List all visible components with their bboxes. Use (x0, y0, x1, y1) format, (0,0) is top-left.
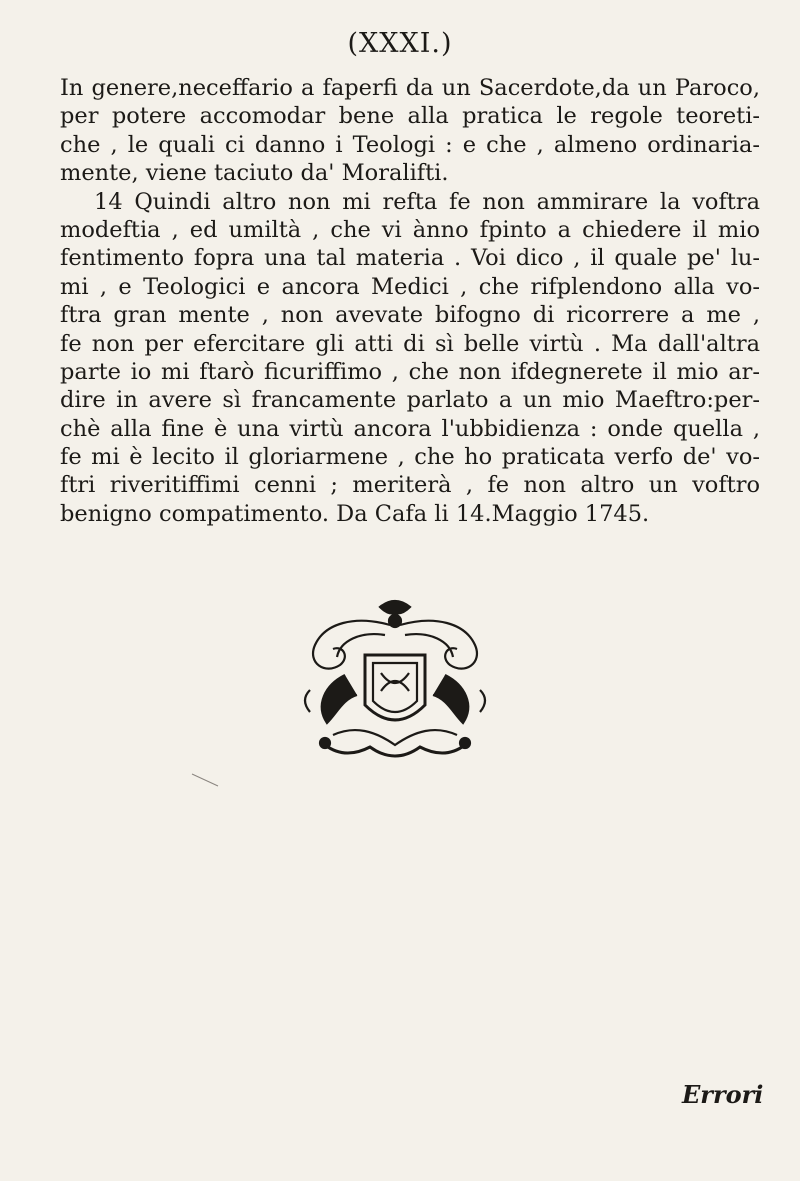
text-line: parte io mi ftarò ficuriffimo , che non ifdegnerete il mio ar- (60, 358, 760, 385)
ink-mark-icon (190, 770, 220, 790)
text-line: fentimento fopra una tal materia . Voi dico , il quale pe' lu- (60, 245, 760, 272)
text-line: modeftia , ed umiltà , che vi ànno fpinto a chiedere il mio (60, 216, 760, 243)
text-line: fe non per efercitare gli atti di sì belle virtù . Ma dall'altra (60, 330, 760, 357)
page-number: (XXXI.) (347, 28, 453, 59)
text-line: mi , e Teologici e ancora Medici , che rifplendono alla vo- (60, 273, 760, 300)
text-line: fe mi è lecito il gloriarmene , che ho praticata verfo de' vo- (60, 444, 760, 471)
text-line: ftra gran mente , non avevate bifogno di ricorrere a me , (60, 302, 760, 329)
catchword: Errori (682, 1080, 764, 1109)
body-text (60, 74, 760, 528)
text-line: benigno compatimento. Da Cafa li 14.Maggio 1745. (60, 500, 650, 527)
text-line: ftri riveritiffimi cenni ; meriterà , fe non altro un voftro (60, 472, 760, 499)
text-line: chè alla fine è una virtù ancora l'ubbidienza : onde quella , (60, 415, 760, 442)
printer-ornament-icon (285, 595, 505, 765)
text-line: mente, viene taciuto da' Moralifti. (60, 160, 449, 187)
text-line: In genere,neceffario a faperfi da un Sacerdote,da un Paroco, (60, 75, 760, 101)
text-line: dire in avere sì francamente parlato a un mio Maeftro:per- (60, 387, 760, 414)
text-line: 14 Quindi altro non mi refta fe non ammirare la voftra (94, 188, 760, 215)
text-line: per potere accomodar bene alla pratica le regole teoreti- (60, 103, 760, 130)
text-line: che , le quali ci danno i Teologi : e che , almeno ordinaria- (60, 131, 760, 158)
